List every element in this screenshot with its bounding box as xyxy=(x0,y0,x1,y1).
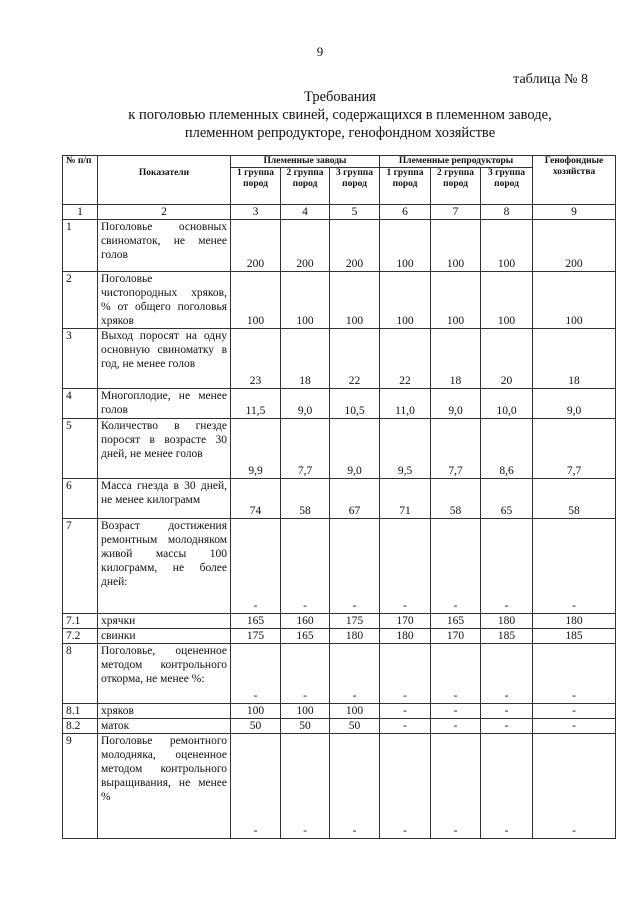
page-number: 9 xyxy=(316,44,324,59)
column-number: 4 xyxy=(281,205,330,220)
row-label: свинки xyxy=(98,629,231,644)
row-value: 170 xyxy=(380,614,431,629)
row-value: 180 xyxy=(330,629,380,644)
row-value: - xyxy=(330,519,380,614)
row-number: 4 xyxy=(63,389,98,419)
row-value: - xyxy=(431,644,481,704)
row-value: 74 xyxy=(231,479,281,519)
column-number: 1 xyxy=(63,205,98,220)
column-number: 3 xyxy=(231,205,281,220)
row-value: 71 xyxy=(380,479,431,519)
row-value: 11,5 xyxy=(231,389,281,419)
row-number: 2 xyxy=(63,272,98,329)
row-number: 8 xyxy=(63,644,98,704)
row-value: 11,0 xyxy=(380,389,431,419)
row-value: - xyxy=(231,734,281,839)
row-number: 8.2 xyxy=(63,719,98,734)
row-value: 7,7 xyxy=(533,419,616,479)
row-value: 100 xyxy=(281,704,330,719)
row-value: 22 xyxy=(380,329,431,389)
table-row xyxy=(63,272,616,329)
row-value: 18 xyxy=(281,329,330,389)
header-gene-pool: Генофондные хозяйства xyxy=(533,156,616,205)
row-value: 8,6 xyxy=(481,419,533,479)
row-value: - xyxy=(533,734,616,839)
table-row xyxy=(63,519,616,614)
row-value: 100 xyxy=(431,272,481,329)
row-value: 7,7 xyxy=(281,419,330,479)
table-row xyxy=(63,629,616,644)
row-label: Многоплодие, не менее голов xyxy=(98,389,231,419)
row-value: - xyxy=(380,644,431,704)
row-value: 7,7 xyxy=(431,419,481,479)
row-value: 185 xyxy=(533,629,616,644)
row-value: - xyxy=(481,644,533,704)
row-number: 1 xyxy=(63,220,98,272)
row-value: 22 xyxy=(330,329,380,389)
row-number: 5 xyxy=(63,419,98,479)
row-value: 170 xyxy=(431,629,481,644)
row-value: 50 xyxy=(281,719,330,734)
table-number: таблица № 8 xyxy=(513,72,588,87)
column-number: 6 xyxy=(380,205,431,220)
row-value: 100 xyxy=(231,704,281,719)
row-value: 100 xyxy=(380,220,431,272)
row-value: 200 xyxy=(533,220,616,272)
row-value: - xyxy=(281,644,330,704)
header-subgroup: 1 группа пород xyxy=(231,168,281,205)
row-number: 7.1 xyxy=(63,614,98,629)
row-label: Поголовье чистопородных хряков, % от общего поголовья хряков xyxy=(98,272,231,329)
row-value: 10,0 xyxy=(481,389,533,419)
row-value: 9,5 xyxy=(380,419,431,479)
header-indicators: Показатели xyxy=(98,156,231,205)
row-value: - xyxy=(431,704,481,719)
table-row xyxy=(63,479,616,519)
row-value: 200 xyxy=(281,220,330,272)
row-value: 67 xyxy=(330,479,380,519)
header-subgroup: 3 группа пород xyxy=(330,168,380,205)
row-value: - xyxy=(231,644,281,704)
row-value: - xyxy=(533,644,616,704)
column-number: 5 xyxy=(330,205,380,220)
row-value: 9,9 xyxy=(231,419,281,479)
row-value: - xyxy=(330,734,380,839)
row-value: 50 xyxy=(330,719,380,734)
table-row xyxy=(63,614,616,629)
row-label: маток xyxy=(98,719,231,734)
row-value: 100 xyxy=(330,272,380,329)
table-row xyxy=(63,220,616,272)
row-number: 8.1 xyxy=(63,704,98,719)
row-value: 185 xyxy=(481,629,533,644)
row-number: 6 xyxy=(63,479,98,519)
header-subgroup: 3 группа пород xyxy=(481,168,533,205)
row-value: 100 xyxy=(330,704,380,719)
table-row xyxy=(63,704,616,719)
header-breeding-reproducers: Племенные репродукторы xyxy=(380,156,533,168)
row-label: Возраст достижения ремонтным молодняком живой массы 100 килограмм, не более дней: xyxy=(98,519,231,614)
row-value: - xyxy=(533,519,616,614)
header-num: № п/п xyxy=(63,156,98,205)
row-value: - xyxy=(533,719,616,734)
row-value: - xyxy=(431,519,481,614)
row-value: 20 xyxy=(481,329,533,389)
table-row xyxy=(63,389,616,419)
row-value: - xyxy=(281,734,330,839)
row-value: 100 xyxy=(533,272,616,329)
row-value: - xyxy=(481,519,533,614)
row-value: - xyxy=(431,719,481,734)
row-value: 58 xyxy=(281,479,330,519)
row-value: 165 xyxy=(281,629,330,644)
row-value: - xyxy=(380,704,431,719)
row-value: 175 xyxy=(231,629,281,644)
header-subgroup: 1 группа пород xyxy=(380,168,431,205)
row-value: - xyxy=(330,644,380,704)
title-line: племенном репродукторе, генофондном хозяйстве xyxy=(184,125,496,141)
row-value: 58 xyxy=(431,479,481,519)
row-value: 50 xyxy=(231,719,281,734)
row-value: 58 xyxy=(533,479,616,519)
row-label: хрячки xyxy=(98,614,231,629)
row-value: 100 xyxy=(231,272,281,329)
row-value: 9,0 xyxy=(431,389,481,419)
row-value: - xyxy=(481,734,533,839)
column-number: 9 xyxy=(533,205,616,220)
row-value: 9,0 xyxy=(533,389,616,419)
row-value: 100 xyxy=(380,272,431,329)
row-number: 7.2 xyxy=(63,629,98,644)
row-value: 200 xyxy=(231,220,281,272)
table-row xyxy=(63,419,616,479)
row-value: 10,5 xyxy=(330,389,380,419)
title-line: Требования xyxy=(304,89,376,105)
row-value: - xyxy=(431,734,481,839)
row-value: 180 xyxy=(481,614,533,629)
row-value: - xyxy=(231,519,281,614)
header-breeding-plants: Племенные заводы xyxy=(231,156,380,168)
row-value: 165 xyxy=(431,614,481,629)
row-value: - xyxy=(281,519,330,614)
row-label: Масса гнезда в 30 дней, не менее килограмм xyxy=(98,479,231,519)
column-number: 2 xyxy=(98,205,231,220)
column-number: 8 xyxy=(481,205,533,220)
table-row xyxy=(63,734,616,839)
row-label: Количество в гнезде поросят в возрасте 30 дней, не менее голов xyxy=(98,419,231,479)
row-number: 7 xyxy=(63,519,98,614)
row-value: 165 xyxy=(231,614,281,629)
row-label: хряков xyxy=(98,704,231,719)
table-row xyxy=(63,719,616,734)
row-value: 175 xyxy=(330,614,380,629)
row-value: 100 xyxy=(281,272,330,329)
row-value: 160 xyxy=(281,614,330,629)
table-row xyxy=(63,329,616,389)
row-label: Поголовье основных свиноматок, не менее голов xyxy=(98,220,231,272)
row-value: - xyxy=(481,704,533,719)
table-title xyxy=(60,88,620,142)
row-value: 65 xyxy=(481,479,533,519)
row-label: Выход поросят на одну основную свиноматку в год, не менее голов xyxy=(98,329,231,389)
row-value: 9,0 xyxy=(330,419,380,479)
header-subgroup: 2 группа пород xyxy=(281,168,330,205)
row-value: 100 xyxy=(481,272,533,329)
row-value: 9,0 xyxy=(281,389,330,419)
table-row xyxy=(63,644,616,704)
row-number: 9 xyxy=(63,734,98,839)
row-value: 180 xyxy=(380,629,431,644)
row-value: 100 xyxy=(481,220,533,272)
title-line: к поголовью племенных свиней, содержащихся в племенном заводе, xyxy=(128,107,552,123)
row-value: 23 xyxy=(231,329,281,389)
row-label: Поголовье, оцененное методом контрольного откорма, не менее %: xyxy=(98,644,231,704)
header-subgroup: 2 группа пород xyxy=(431,168,481,205)
row-value: - xyxy=(533,704,616,719)
row-value: - xyxy=(481,719,533,734)
row-value: - xyxy=(380,734,431,839)
row-value: 18 xyxy=(431,329,481,389)
row-value: 18 xyxy=(533,329,616,389)
row-value: 180 xyxy=(533,614,616,629)
requirements-table xyxy=(62,155,616,839)
row-value: - xyxy=(380,719,431,734)
row-label: Поголовье ремонтного молодняка, оцененное методом контрольного выращивания, не менее % xyxy=(98,734,231,839)
row-number: 3 xyxy=(63,329,98,389)
row-value: 200 xyxy=(330,220,380,272)
row-value: - xyxy=(380,519,431,614)
column-number: 7 xyxy=(431,205,481,220)
row-value: 100 xyxy=(431,220,481,272)
